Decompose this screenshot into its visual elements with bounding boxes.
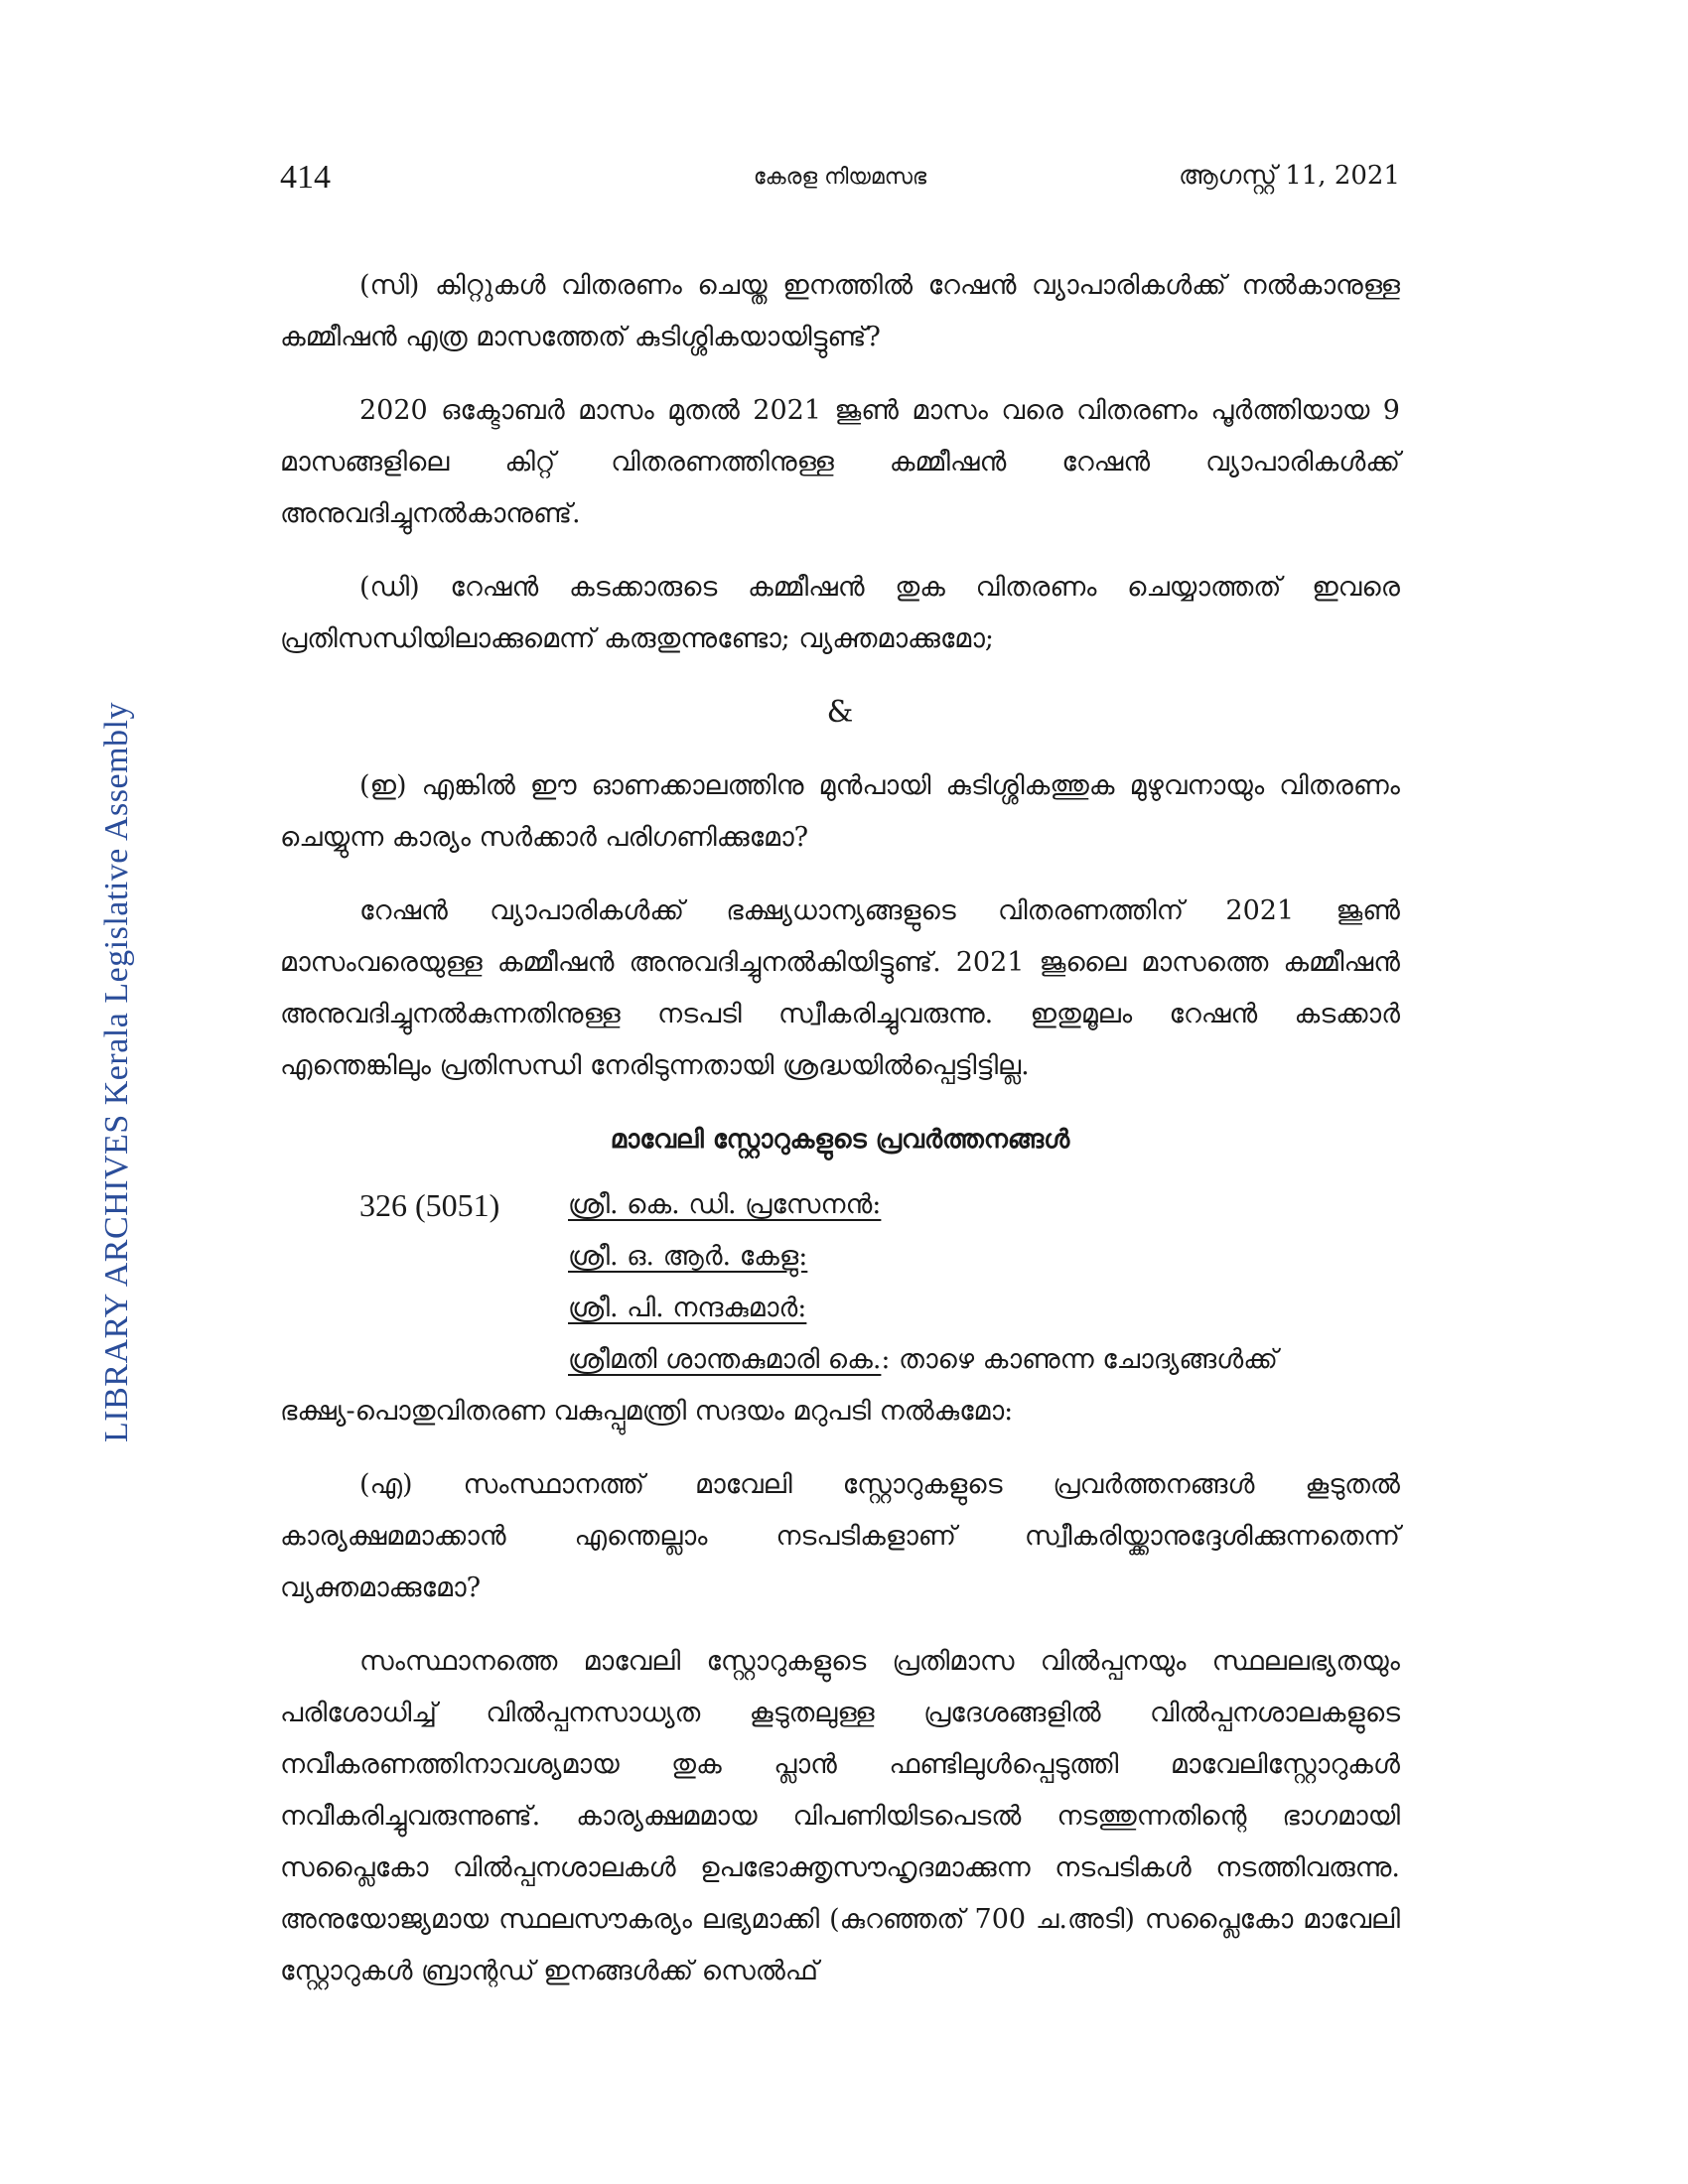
member-name-last	[568, 1334, 1400, 1386]
ampersand-separator: &	[826, 695, 854, 730]
member-name	[568, 1283, 1400, 1334]
question-d: (ഡി) റേഷൻ കടക്കാരുടെ കമ്മീഷൻ തുക വിതരണം ചെയ്യാത്തത് ഇവരെ പ്രതിസന്ധിയിലാക്കുമെന്ന് കരുതുന്നുണ്ടോ; വ്യക്തമാക്കുമോ;	[280, 572, 1400, 654]
section-heading: മാവേലി സ്റ്റോറുകളുടെ പ്രവർത്തനങ്ങൾ	[610, 1125, 1070, 1155]
question-continuation: ഭക്ഷ്യ-പൊതുവിതരണ വകുപ്പുമന്ത്രി സദയം മറുപടി നൽകുമോ:	[280, 1396, 1014, 1427]
member-name-text: ശ്രീ. ഒ. ആർ. കേളു:	[568, 1241, 808, 1272]
member-name-text: ശ്രീ. കെ. ഡി. പ്രസേനൻ:	[568, 1189, 882, 1220]
question-a: (എ) സംസ്ഥാനത്ത് മാവേലി സ്റ്റോറുകളുടെ പ്രവർത്തനങ്ങൾ കൂടുതൽ കാര്യക്ഷമമാക്കാൻ എന്തെല്ലാം നടപടികളാണ് സ്വീകരിയ്ക്കാനുദ്ദേശിക്കുന്നതെന്ന് വ്യക്തമാക്കുമോ?	[280, 1469, 1400, 1603]
question-c: (സി) കിറ്റുകൾ വിതരണം ചെയ്ത ഇനത്തിൽ റേഷൻ വ്യാപാരികൾക്ക് നൽകാനുള്ള കമ്മീഷൻ എത്ര മാസത്തേത് കുടിശ്ശികയായിട്ടുണ്ട്?	[280, 270, 1400, 352]
member-name-text: ശ്രീമതി ശാന്തകുമാരി കെ.	[568, 1344, 882, 1375]
running-title: കേരള നിയമസഭ	[753, 165, 927, 190]
page-number: 414	[280, 159, 331, 196]
question-e: (ഇ) എങ്കിൽ ഈ ഓണക്കാലത്തിനു മുൻപായി കുടിശ്ശികത്തുക മുഴുവനായും വിതരണം ചെയ്യുന്ന കാര്യം സർക്കാർ പരിഗണിക്കുമോ?	[280, 770, 1400, 853]
answer-a: സംസ്ഥാനത്തെ മാവേലി സ്റ്റോറുകളുടെ പ്രതിമാസ വിൽപ്പനയും സ്ഥലലഭ്യതയും പരിശോധിച്ച് വിൽപ്പനസാധ്യത കൂടുതലുള്ള പ്രദേശങ്ങളിൽ വിൽപ്പനശാലകളുടെ നവീകരണത്തിനാവശ്യമായ തുക പ്ലാൻ ഫണ്ടിലുൾപ്പെടുത്തി മാവേലിസ്റ്റോറുകൾ നവീകരിച്ചുവരുന്നുണ്ട്. കാര്യക്ഷമമായ വിപണിയിടപെടൽ നടത്തുന്നതിന്റെ ഭാഗമായി സപ്ലൈകോ വിൽപ്പനശാലകൾ ഉപഭോക്തൃസൗഹൃദമാക്കുന്ന നടപടികൾ നടത്തിവരുന്നു. അനുയോജ്യമായ സ്ഥലസൗകര്യം ലഭ്യമാക്കി (കുറഞ്ഞത് 700 ച.അടി) സപ്ലൈകോ മാവേലി സ്റ്റോറുകൾ ബ്രാന്റഡ് ഇനങ്ങൾക്ക് സെൽഫ്	[280, 1646, 1400, 1986]
page-header	[280, 159, 1400, 208]
document-body	[280, 260, 1400, 2019]
member-name-text: ശ്രീ. പി. നന്ദകുമാർ:	[568, 1293, 807, 1323]
question-number: 326 (5051)	[359, 1187, 500, 1223]
question-326-block	[280, 1179, 1400, 1437]
archive-watermark: LIBRARY ARCHIVES Kerala Legislative Assembly	[98, 701, 135, 1443]
answer-de: റേഷൻ വ്യാപാരികൾക്ക് ഭക്ഷ്യധാന്യങ്ങളുടെ വിതരണത്തിന് 2021 ജൂൺ മാസംവരെയുള്ള കമ്മീഷൻ അനുവദിച്ചുനൽകിയിട്ടുണ്ട്. 2021 ജൂലൈ മാസത്തെ കമ്മീഷൻ അനുവദിച്ചുനൽകുന്നതിനുള്ള നടപടി സ്വീകരിച്ചുവരുന്നു. ഇതുമൂലം റേഷൻ കടക്കാർ എന്തെങ്കിലും പ്രതിസന്ധി നേരിടുന്നതായി ശ്രദ്ധയിൽപ്പെട്ടിട്ടില്ല.	[280, 895, 1400, 1081]
answer-c: 2020 ഒക്ടോബർ മാസം മുതൽ 2021 ജൂൺ മാസം വരെ വിതരണം പൂർത്തിയായ 9 മാസങ്ങളിലെ കിറ്റ് വിതരണത്തിനുള്ള കമ്മീഷൻ റേഷൻ വ്യാപാരികൾക്ക് അനുവദിച്ചുനൽകാനുണ്ട്.	[280, 395, 1400, 529]
member-name	[568, 1179, 1400, 1231]
page-date: ആഗസ്റ്റ് 11, 2021	[1179, 161, 1400, 191]
member-name	[568, 1231, 1400, 1283]
member-name-suffix: : താഴെ കാണുന്ന ചോദ്യങ്ങൾക്ക്	[881, 1344, 1278, 1375]
